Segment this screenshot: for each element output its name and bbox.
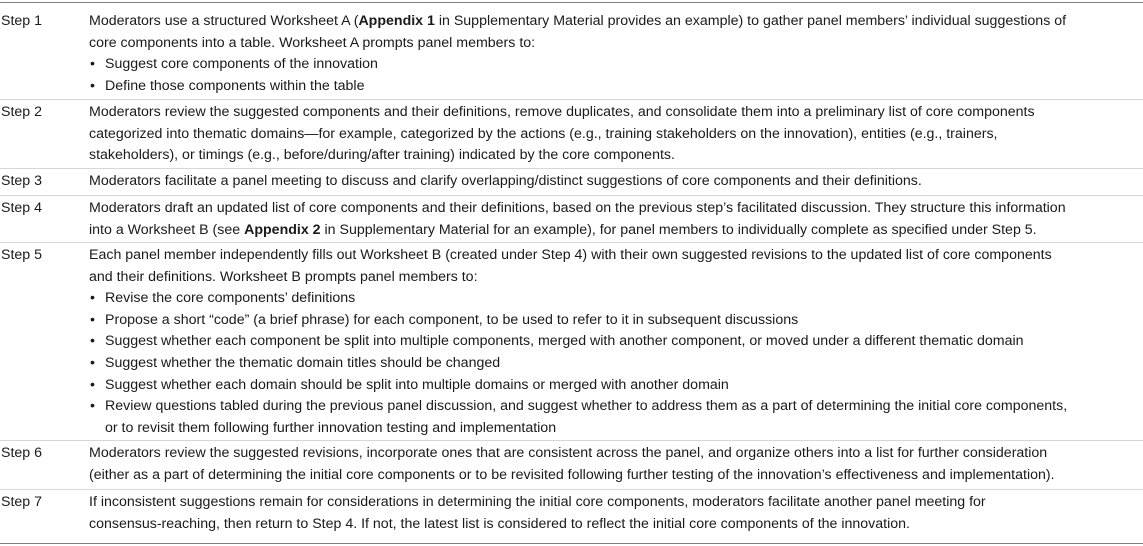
description-line: If inconsistent suggestions remain for considerations in determining the initial core components, moderators facilitate another panel meeting for: [89, 494, 986, 510]
step-description: [89, 11, 1141, 97]
row-divider: [0, 489, 1143, 490]
description-line: Moderators review the suggested revisions, incorporate ones that are consistent across the panel, and organize others into a list for further consideration: [89, 445, 1048, 461]
step-label: Step 7: [1, 494, 43, 510]
bullet-item: • Suggest whether each domain should be split into multiple domains or merged with another domain: [89, 375, 1141, 397]
step-description: [89, 198, 1141, 241]
description-line: Moderators review the suggested components and their definitions, remove duplicates, and consolidate them into a preliminary list of core components: [89, 104, 1035, 120]
appendix-1-bold: Appendix 1: [358, 13, 435, 29]
description-line: Each panel member independently fills out Worksheet B (created under Step 4) with their own suggested revisions to the updated list of core components: [89, 247, 1052, 263]
row-divider: [0, 99, 1143, 100]
description-line: Moderators draft an updated list of core components and their definitions, based on the previous step’s facilitated discussion. They structure this information: [89, 200, 1066, 216]
step-label: Step 4: [1, 200, 43, 216]
step-label: Step 6: [1, 445, 43, 461]
bullet-icon: •: [90, 311, 95, 328]
bullet-icon: •: [90, 354, 95, 371]
step-description: [89, 245, 1141, 439]
step-description: [89, 443, 1141, 486]
bullet-item: • Revise the core components’ definitions: [89, 288, 1141, 310]
step-label: Step 1: [1, 13, 43, 29]
description-line: core components into a table. Worksheet A prompts panel members to:: [89, 34, 536, 51]
bullet-item-continuation: or to revisit them following further innovation testing and implementation: [105, 419, 557, 436]
step-description: [89, 171, 1141, 193]
bullet-icon: •: [90, 398, 95, 415]
bullet-item: • Review questions tabled during the previous panel discussion, and suggest whether to address them as a part of determining the initial core components,: [89, 396, 1141, 418]
step-label: Step 3: [1, 173, 43, 189]
bullet-icon: •: [90, 77, 95, 94]
bullet-item: • Suggest whether each component be split into multiple components, merged with another component, or moved under a different thematic domain: [89, 331, 1141, 353]
description-line: categorized into thematic domains—for example, categorized by the actions (e.g., training stakeholders on the innovation), entities (e.g., trainers,: [89, 125, 998, 142]
description-line: consensus-reaching, then return to Step 4. If not, the latest list is considered to reflect the initial core components of the innovation.: [89, 515, 910, 532]
step-label: Step 5: [1, 247, 43, 263]
description-line: (either as a part of determining the initial core components or to be revisited following further testing of the innovation’s effectiveness and implementation).: [89, 466, 1055, 483]
description-line: and their definitions. Worksheet B prompts panel members to:: [89, 268, 478, 285]
description-line: stakeholders), or timings (e.g., before/during/after training) indicated by the core components.: [89, 147, 675, 164]
bullet-item: • Propose a short “code” (a brief phrase) for each component, to be used to refer to it in subsequent discussions: [89, 310, 1141, 332]
appendix-2-bold: Appendix 2: [244, 221, 321, 238]
bullet-icon: •: [90, 376, 95, 393]
step-label: Step 2: [1, 104, 43, 120]
row-divider: [0, 440, 1143, 441]
bullet-icon: •: [90, 290, 95, 307]
step-description: [89, 102, 1141, 167]
description-line: Moderators use a structured Worksheet A (Appendix 1 in Supplementary Material provides an example) to gather panel members’ individual suggestions of: [89, 13, 1067, 29]
row-divider: [0, 195, 1143, 196]
bullet-item: • Suggest whether the thematic domain titles should be changed: [89, 353, 1141, 375]
table-bottom-rule: [0, 543, 1143, 544]
description-line: into a Worksheet B (see Appendix 2 in Supplementary Material for an example), for panel members to individually complete as specified under Step 5.: [89, 221, 1037, 238]
bullet-item: • Define those components within the table: [89, 76, 1141, 98]
bullet-icon: •: [90, 333, 95, 350]
description-line: Moderators facilitate a panel meeting to discuss and clarify overlapping/distinct suggestions of core components and their definitions.: [89, 173, 922, 189]
bullet-item: • Suggest core components of the innovation: [89, 54, 1141, 76]
row-divider: [0, 242, 1143, 243]
step-description: [89, 492, 1141, 535]
table-top-rule: [0, 2, 1143, 3]
bullet-icon: •: [90, 56, 95, 73]
row-divider: [0, 168, 1143, 169]
